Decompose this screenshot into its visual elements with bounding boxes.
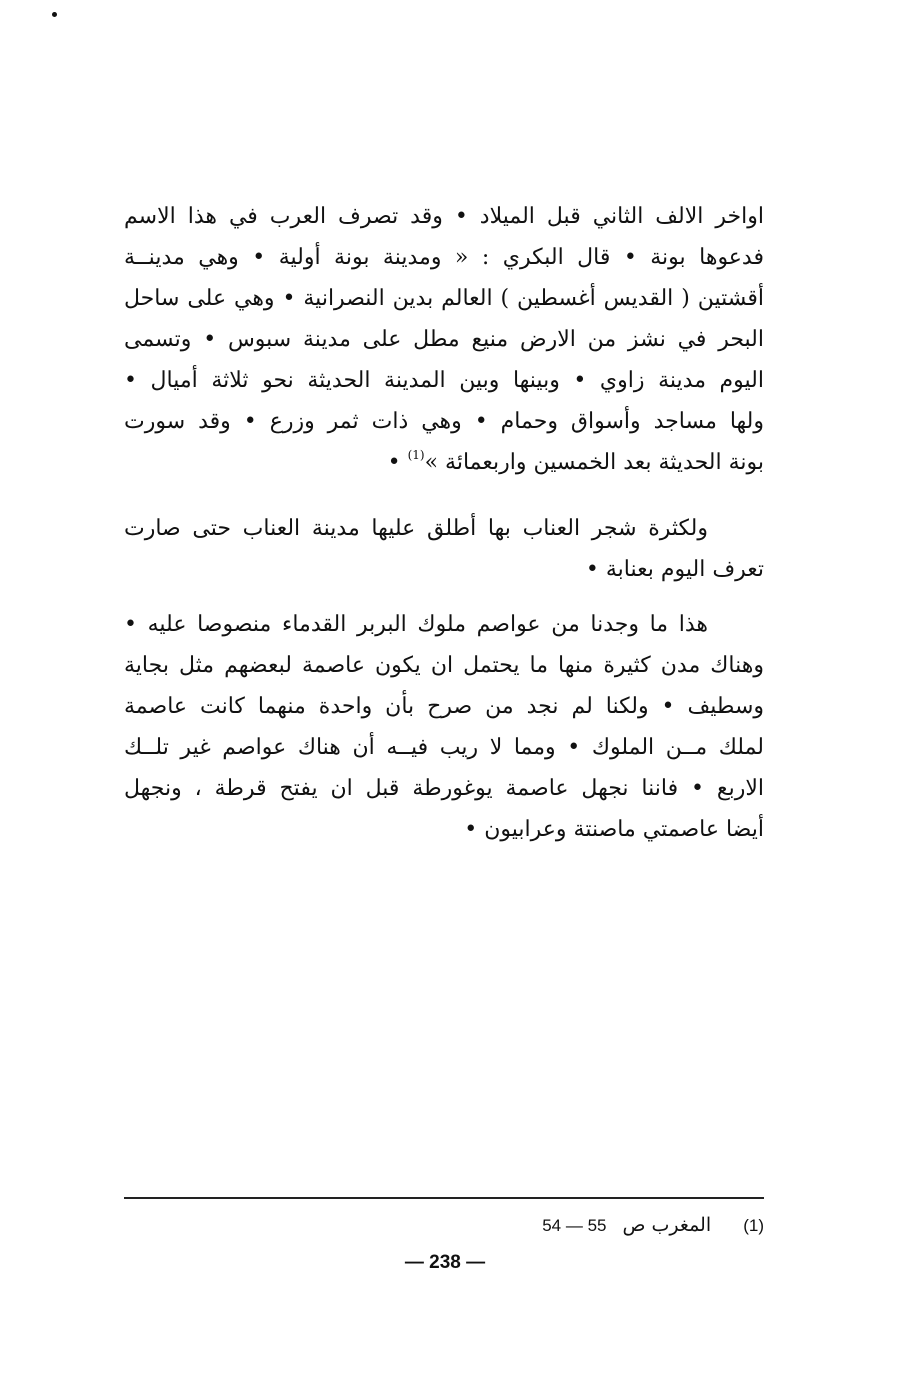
text-line: هذا ما وجدنا من عواصم ملوك البربر القدماء منصوصا عليه • — [124, 612, 708, 637]
text-line: وسطيف • ولكنا لم نجد من صرح بأن واحدة منهما كانت عاصمة — [124, 694, 764, 719]
text-line: فدعوها بونة • قال البكري : « ومدينة بونة أولية • وهي مدينــة — [124, 245, 764, 270]
text-line: الاربع • فاننا نجهل عاصمة يوغورطة قبل ان يفتح قرطة ، ونجهل — [124, 776, 764, 801]
text-line: ولكثرة شجر العناب بها أطلق عليها مدينة العناب حتى صارت — [124, 516, 709, 541]
footnote-reference: (1) — [407, 448, 425, 462]
text-line: تعرف اليوم بعنابة • — [585, 557, 764, 582]
text-line: أقشتين ( القديس أغسطين ) العالم بدين النصرانية • وهي على ساحل — [124, 286, 764, 311]
text-line: ولها مساجد وأسواق وحمام • وهي ذات ثمر وزرع • وقد سورت — [124, 409, 764, 434]
footnote-text: المغرب ص — [622, 1214, 712, 1236]
text-line: اليوم مدينة زاوي • وبينها وبين المدينة الحديثة نحو ثلاثة أميال • — [124, 368, 764, 393]
page-number: — 238 — — [404, 1252, 486, 1273]
text-line-body: بونة الحديثة بعد الخمسين واربعمائة » — [424, 450, 764, 475]
text-line-end-mark: • — [387, 450, 401, 475]
footnote-number: (1) — [743, 1216, 764, 1235]
paragraph-2 — [124, 508, 764, 590]
text-line: البحر في نشز من الارض منيع مطل على مدينة سبوس • وتسمى — [124, 327, 764, 352]
text-line: لملك مــن الملوك • ومما لا ريب فيــه أن هناك عواصم غير تلــك — [124, 735, 764, 760]
footnote-pages: 54 — 55 — [542, 1216, 607, 1235]
text-line: اواخر الالف الثاني قبل الميلاد • وقد تصرف العرب في هذا الاسم — [124, 204, 764, 229]
scan-speck — [52, 12, 57, 17]
footnote — [440, 1208, 764, 1242]
paragraph-3 — [124, 604, 764, 850]
paragraph-1 — [124, 196, 764, 483]
text-line: أيضا عاصمتي ماصنتة وعرابيون • — [464, 817, 764, 842]
text-line-with-note — [124, 442, 764, 483]
text-line: وهناك مدن كثيرة منها ما يحتمل ان يكون عاصمة لبعضهم مثل بجاية — [124, 653, 764, 678]
footnote-divider — [124, 1197, 764, 1199]
